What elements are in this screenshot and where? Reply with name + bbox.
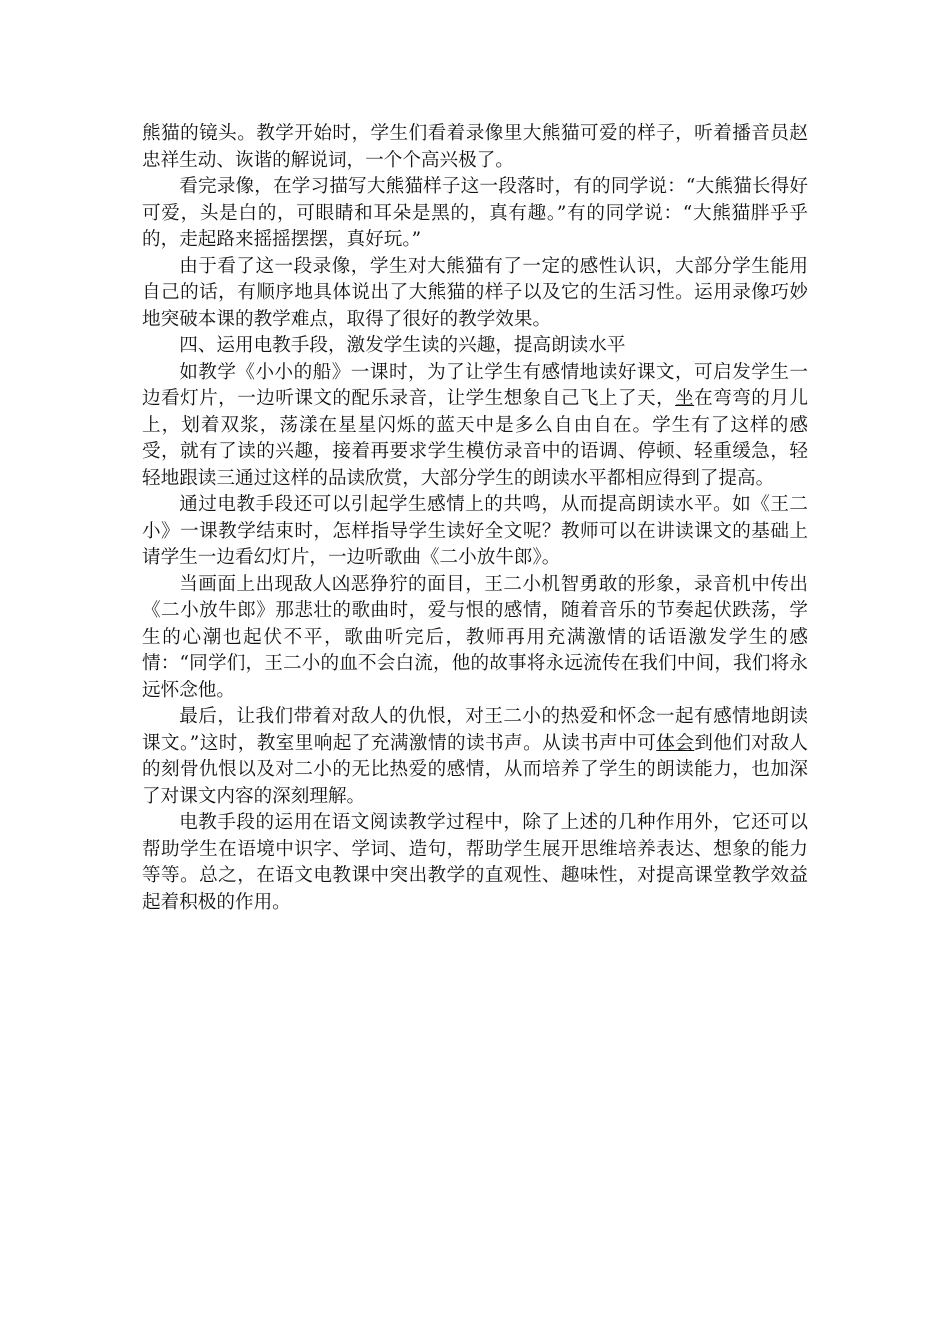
paragraph-8-text-a: 最后，让我们带着对敌人的仇恨，对王二小的热爱和怀念一起有感情地朗读课文。”这时，教室里响起了充满激情的读书声。从读书声中可 — [142, 706, 808, 754]
paragraph-3: 由于看了这一段录像，学生对大熊猫有了一定的感性认识，大部分学生能用自己的话，有顺序地具体说出了大熊猫的样子以及它的生活习性。运用录像巧妙地突破本课的教学难点，取得了很好的教学效果。 — [142, 255, 808, 330]
paragraph-5-text-b: 在弯弯的月儿上，划着双浆，荡漾在星星闪烁的蓝天中是多么自由自在。学生有了这样的感受，就有了读的兴趣，接着再要求学生模仿录音中的语调、停顿、轻重缓急，轻轻地跟读三通过这样的品读欣赏，大部分学生的朗读水平都相应得到了提高。 — [142, 388, 808, 489]
section-heading-4: 四、运用电教手段，激发学生读的兴趣，提高朗读水平 — [179, 335, 626, 356]
paragraph-2: 看完录像，在学习描写大熊猫样子这一段落时，有的同学说：“大熊猫长得好可爱，头是白的，可眼睛和耳朵是黑的，真有趣。”有的同学说：“大熊猫胖乎乎的，走起路来摇摇摆摆，真好玩。” — [142, 176, 808, 250]
paragraph-5-text-a: 如教学《小小的船》一课时，为了让学生有感情地读好课文，可启发学生一边看灯片，一边听课文的配乐录音，让学生想象自己飞上了天， — [142, 361, 808, 409]
underlined-word: 体会 — [656, 732, 695, 754]
paragraph-8-text-b: 到他们对敌人的刻骨仇恨以及对二小的无比热爱的感情，从而培养了学生的朗读能力，也加深了对课文内容的深刻理解。 — [142, 732, 808, 807]
paragraph-7: 当画面上出现敌人凶恶狰狞的面目，王二小机智勇敢的形象，录音机中传出《二小放牛郎》那悲壮的歌曲时，爱与恨的感情，随着音乐的节奏起伏跌荡，学生的心潮也起伏不平，歌曲听完后，教师再用充满激情的话语激发学生的感情：“同学们，王二小的血不会白流，他的故事将永远流传在我们中间，我们将永远怀念他。 — [142, 573, 808, 701]
paragraph-1: 熊猫的镜头。教学开始时，学生们看着录像里大熊猫可爱的样子，听着播音员赵忠祥生动、诙谐的解说词，一个个高兴极了。 — [142, 123, 808, 171]
document-body — [142, 121, 808, 916]
underlined-word: 坐 — [675, 388, 695, 409]
paragraph-8 — [142, 704, 808, 810]
paragraph-6: 通过电教手段还可以引起学生感情上的共鸣，从而提高朗读水平。如《王二小》一课教学结束时，怎样指导学生读好全文呢？教师可以在讲读课文的基础上请学生一边看幻灯片，一边听歌曲《二小放牛郎》。 — [142, 494, 808, 568]
paragraph-5 — [142, 360, 808, 493]
paragraph-9: 电教手段的运用在语文阅读教学过程中，除了上述的几种作用外，它还可以帮助学生在语境中识字、学词、造句，帮助学生展开思维培养表达、想象的能力等等。总之，在语文电教课中突出教学的直观性、趣味性，对提高课堂教学效益起着积极的作用。 — [142, 812, 808, 913]
